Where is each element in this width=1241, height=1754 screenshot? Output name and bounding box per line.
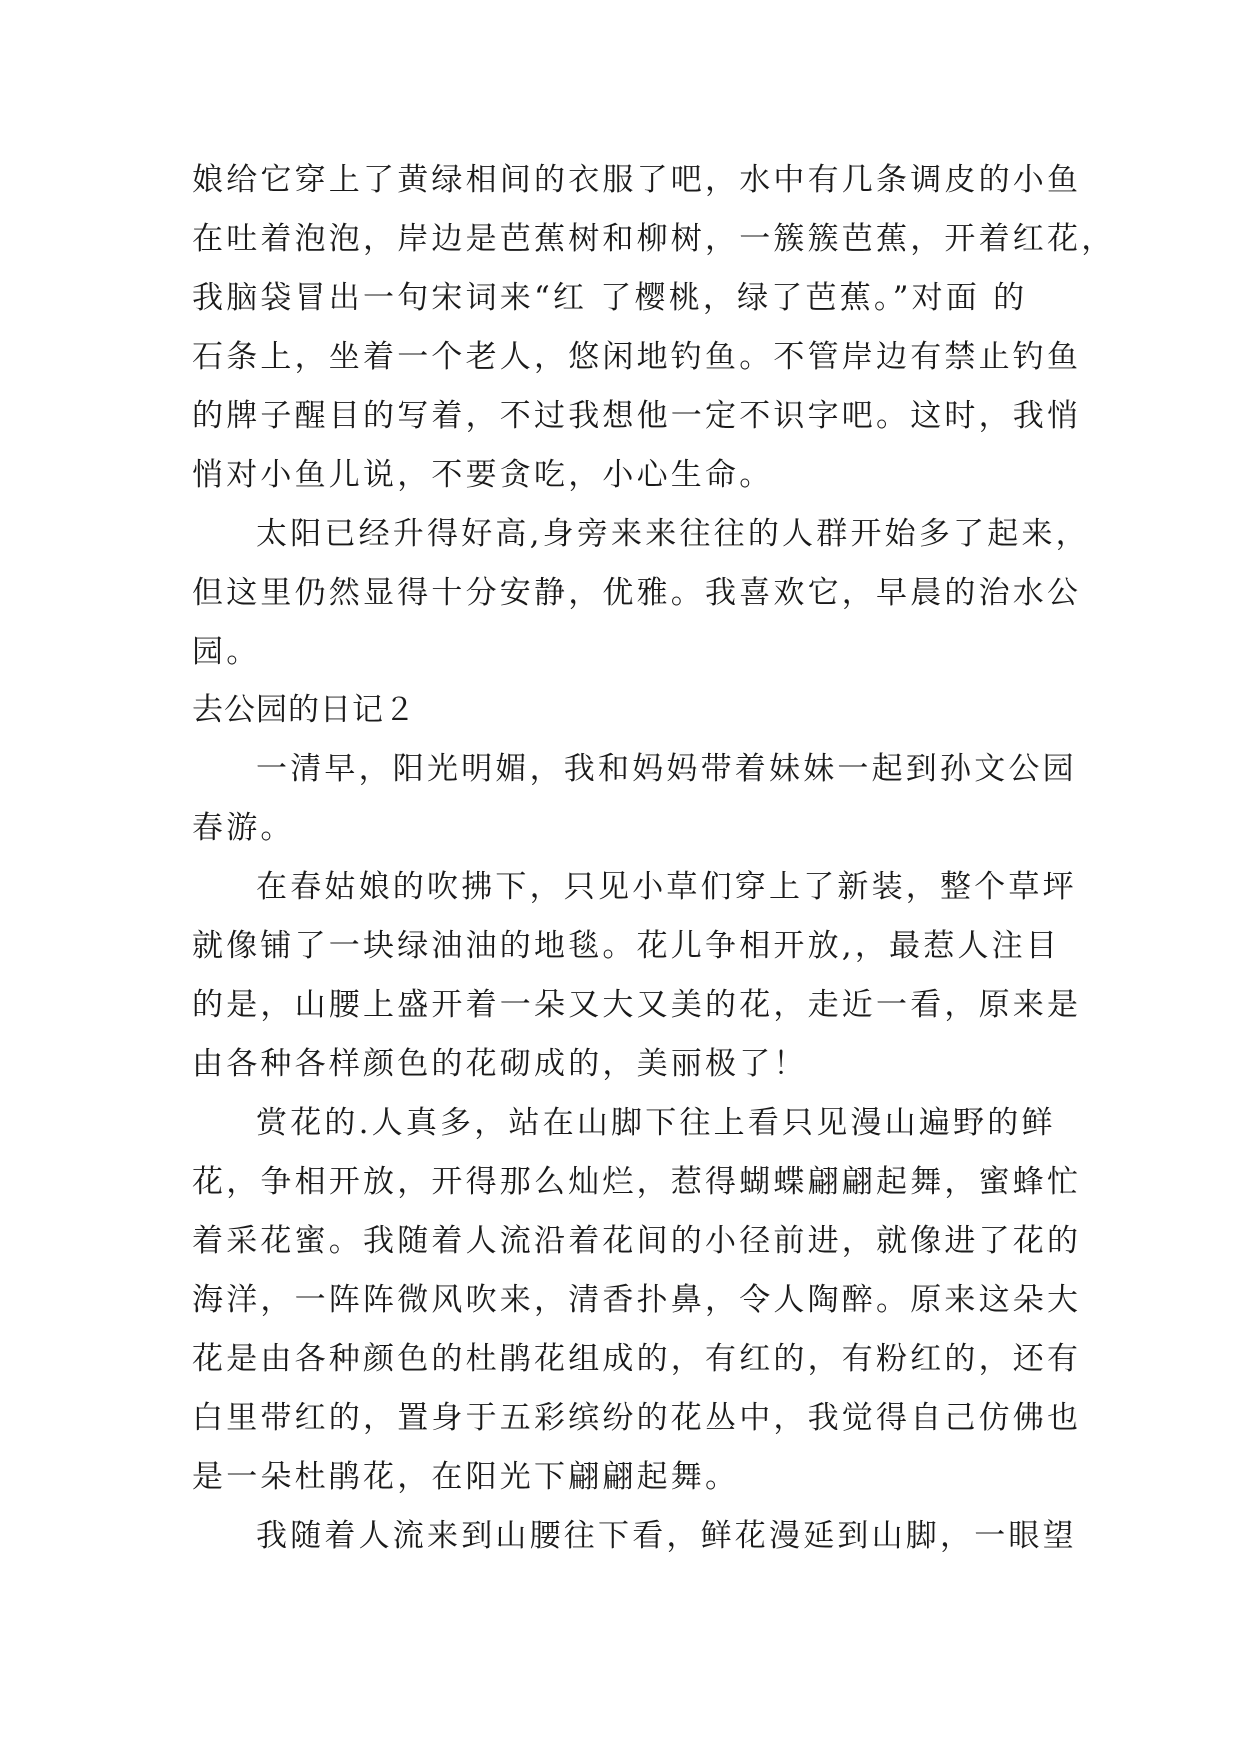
text-line: 一清早，阳光明媚，我和妈妈带着妹妹一起到孙文公园	[256, 751, 1077, 787]
text-line: 在春姑娘的吹拂下，只见小草们穿上了新装，整个草坪	[256, 869, 1077, 905]
text-line: 娘给它穿上了黄绿相间的衣服了吧，水中有几条调皮的小鱼	[192, 162, 1082, 198]
text-line: 我随着人流来到山腰往下看，鲜花漫延到山脚，一眼望	[256, 1518, 1077, 1554]
text-line: 花是由各种颜色的杜鹃花组成的，有红的，有粉红的，还有	[192, 1341, 1082, 1377]
text-line: 春游。	[192, 810, 295, 846]
text-line: 花，争相开放，开得那么灿烂，惹得蝴蝶翩翩起舞，蜜蜂忙	[192, 1164, 1082, 1200]
text-line: 由各种各样颜色的花砌成的，美丽极了！	[192, 1046, 808, 1082]
text-line: 的是，山腰上盛开着一朵又大又美的花，走近一看，原来是	[192, 987, 1082, 1023]
text-line: 赏花的.人真多，站在山脚下往上看只见漫山遍野的鲜	[256, 1105, 1056, 1141]
text-line: 园。	[192, 634, 261, 670]
text-line: 是一朵杜鹃花，在阳光下翩翩起舞。	[192, 1459, 740, 1495]
text-line: 的牌子醒目的写着，不过我想他一定不识字吧。这时，我悄	[192, 398, 1082, 434]
text-line: 白里带红的，置身于五彩缤纷的花丛中，我觉得自己仿佛也	[192, 1400, 1082, 1436]
text-line: 在吐着泡泡，岸边是芭蕉树和柳树，一簇簇芭蕉，开着红花，	[192, 221, 1116, 257]
text-line: 就像铺了一块绿油油的地毯。花儿争相开放,，最惹人注目	[192, 928, 1061, 964]
section-heading: 去公园的日记２	[192, 692, 416, 728]
text-line: 但这里仍然显得十分安静，优雅。我喜欢它，早晨的治水公	[192, 575, 1082, 611]
text-line: 悄对小鱼儿说，不要贪吃，小心生命。	[192, 457, 774, 493]
text-line: 海洋，一阵阵微风吹来，清香扑鼻，令人陶醉。原来这朵大	[192, 1282, 1082, 1318]
text-line: 石条上，坐着一个老人，悠闲地钓鱼。不管岸边有禁止钓鱼	[192, 339, 1082, 375]
text-line: 着采花蜜。我随着人流沿着花间的小径前进，就像进了花的	[192, 1223, 1082, 1259]
text-line: 太阳已经升得好高,身旁来来往往的人群开始多了起来，	[256, 516, 1090, 552]
text-line: 我脑袋冒出一句宋词来“红 了樱桃，绿了芭蕉。”对面 的	[192, 280, 1028, 316]
